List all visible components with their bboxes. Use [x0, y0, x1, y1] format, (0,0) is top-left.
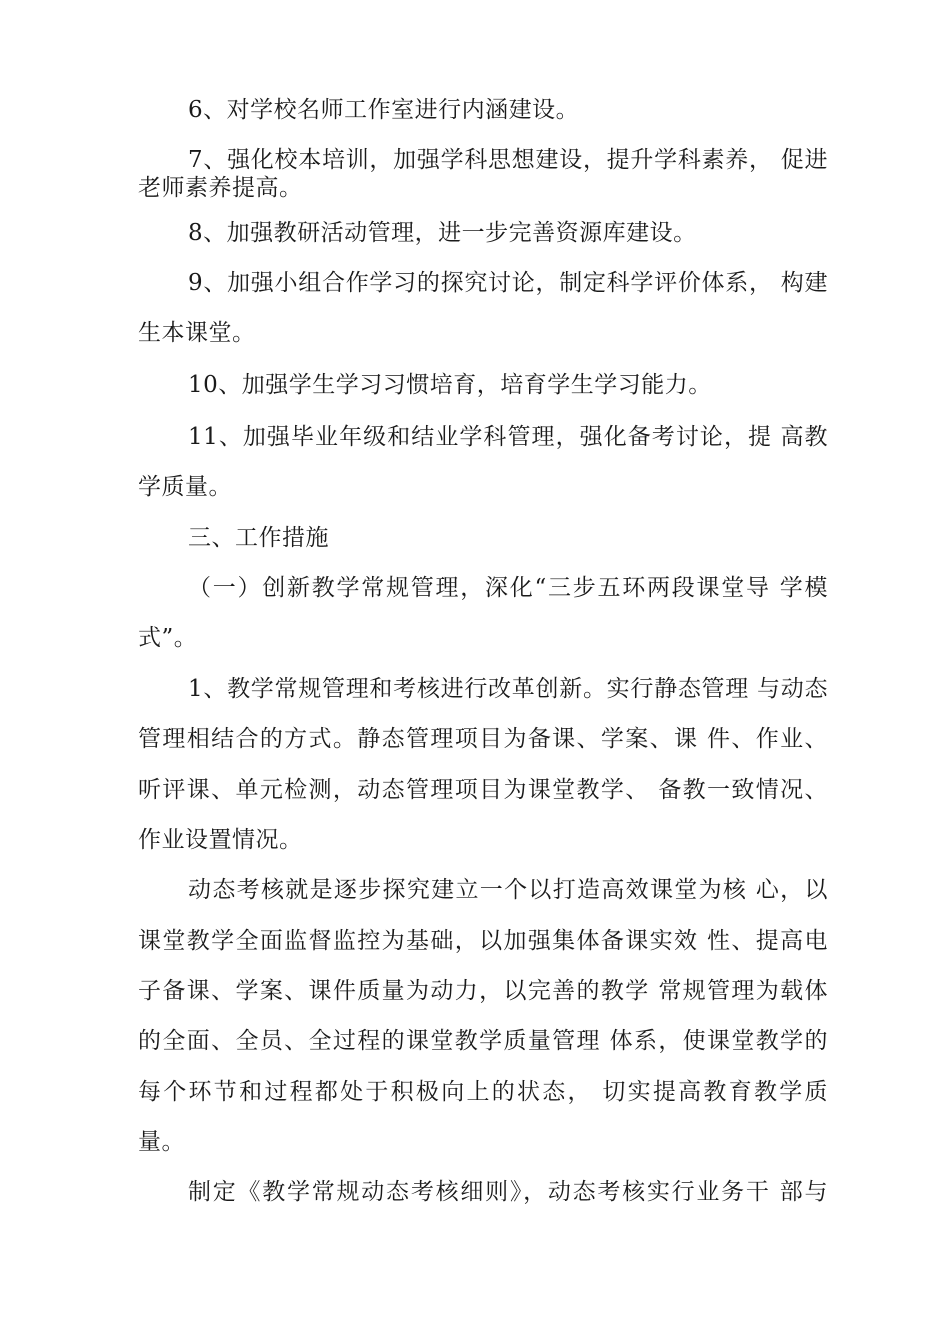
text-line: 11、加强毕业年级和结业学科管理，强化备考讨论，提 高教 — [188, 424, 828, 450]
text-line: 9、加强小组合作学习的探究讨论，制定科学评价体系， 构建 — [188, 270, 828, 296]
text-line: 作业设置情况。 — [138, 827, 303, 853]
text-line: 的全面、全员、全过程的课堂教学质量管理 体系，使课堂教学的 — [138, 1028, 828, 1054]
text-line: 动态考核就是逐步探究建立一个以打造高效课堂为核 心，以 — [188, 877, 828, 903]
text-line: 子备课、学案、课件质量为动力，以完善的教学 常规管理为载体 — [138, 978, 828, 1004]
text-line: 量。 — [138, 1129, 185, 1155]
text-line: 课堂教学全面监督监控为基础，以加强集体备课实效 性、提高电 — [138, 928, 828, 954]
section-heading: 三、工作措施 — [188, 525, 329, 551]
text-line: 7、强化校本培训，加强学科思想建设，提升学科素养， 促进 — [188, 147, 828, 173]
text-line: 6、对学校名师工作室进行内涵建设。 — [188, 97, 580, 123]
text-line: 管理相结合的方式。静态管理项目为备课、学案、课 件、作业、 — [138, 726, 828, 752]
text-line: 生本课堂。 — [138, 320, 256, 346]
text-line: 每个环节和过程都处于积极向上的状态， 切实提高教育教学质 — [138, 1079, 828, 1105]
text-line: 8、加强教研活动管理，进一步完善资源库建设。 — [188, 220, 697, 246]
text-line: 老师素养提高。 — [138, 175, 303, 201]
text-line: 10、加强学生学习习惯培育，培育学生学习能力。 — [188, 372, 712, 398]
subsection-heading: （一）创新教学常规管理，深化“三步五环两段课堂导 学模 — [188, 575, 828, 601]
text-line: 听评课、单元检测，动态管理项目为课堂教学、 备教一致情况、 — [138, 777, 828, 803]
text-line: 制定《教学常规动态考核细则》，动态考核实行业务干 部与 — [188, 1179, 828, 1205]
text-line: 式”。 — [138, 625, 198, 651]
text-line: 学质量。 — [138, 474, 232, 500]
text-line: 1、教学常规管理和考核进行改革创新。实行静态管理 与动态 — [188, 676, 828, 702]
